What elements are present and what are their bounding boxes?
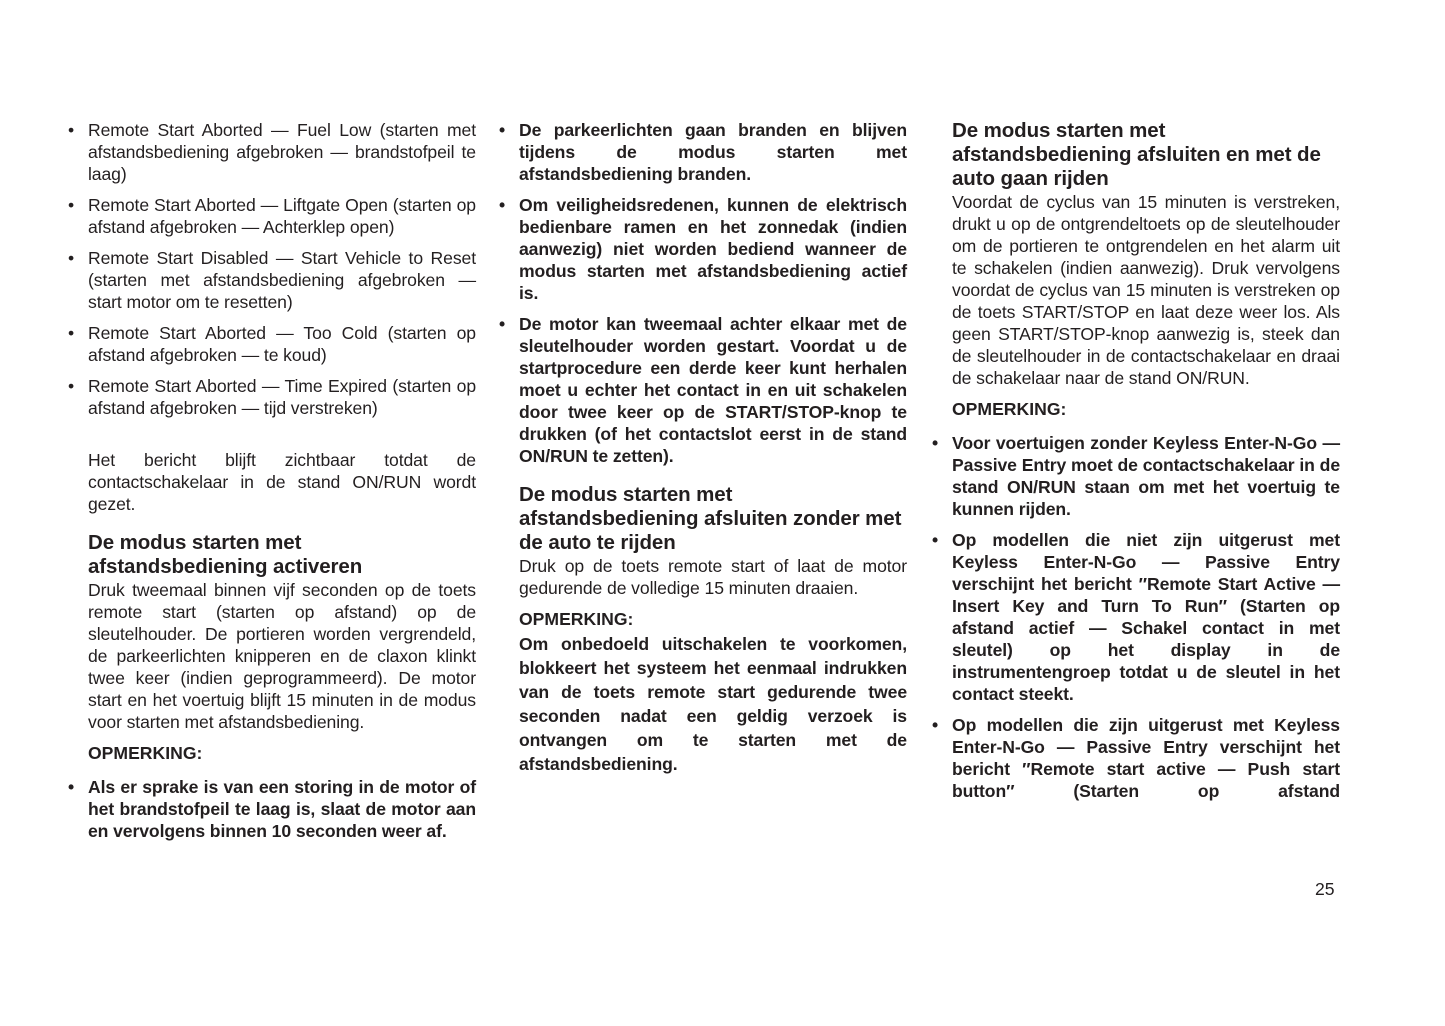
- list-item: • De parkeerlichten gaan branden en blijven tijdens de modus starten met afstandsbediening branden.: [497, 119, 907, 185]
- note-label: OPMERKING:: [519, 609, 634, 629]
- list-item: • Remote Start Aborted — Time Expired (starten op afstand afgebroken — tijd verstreken): [66, 375, 476, 419]
- paragraph: Voordat de cyclus van 15 minuten is verstreken, drukt u op de ontgrendeltoets op de sleutelhouder om de portieren te ontgrendelen en het alarm uit te schakelen (indien aanwezig). Druk vervolgens voordat de cyclus van 15 minuten is verstreken op de toets START/STOP en laat deze weer los. Als geen START/STOP-knop aanwezig is, steek dan de sleutelhouder in de contactschakelaar en draai de schakelaar naar de stand ON/RUN.: [952, 192, 1340, 388]
- page-number: 25: [1315, 879, 1335, 899]
- paragraph: Druk op de toets remote start of laat de motor gedurende de volledige 15 minuten draaien.: [519, 556, 907, 598]
- note-label: OPMERKING:: [952, 399, 1067, 419]
- list-item: • Remote Start Disabled — Start Vehicle to Reset (starten met afstandsbediening afgebroken — start motor om te resetten): [66, 247, 476, 313]
- column-right: [952, 119, 1340, 802]
- message-list: [66, 119, 476, 419]
- list-item: • Remote Start Aborted — Liftgate Open (starten op afstand afgebroken — Achterklep open): [66, 194, 476, 238]
- note-label: OPMERKING:: [88, 743, 203, 763]
- section-heading: De modus starten met afstandsbediening afsluiten en met de auto gaan rijden: [952, 119, 1321, 190]
- list-item: • Op modellen die zijn uitgerust met Keyless Enter-N-Go — Passive Entry verschijnt het bericht ″Remote start active — Push start button″ (Starten op afstand: [930, 714, 1340, 802]
- paragraph: Het bericht blijft zichtbaar totdat de contactschakelaar in de stand ON/RUN wordt gezet.: [88, 450, 476, 514]
- list-item: • De motor kan tweemaal achter elkaar met de sleutelhouder worden gestart. Voordat u de startprocedure een derde keer kunt herhalen moet u echter het contact in en uit schakelen door twee keer op de START/STOP-knop te drukken (of het contactslot eerst in de stand ON/RUN te zetten).: [497, 313, 907, 467]
- list-item: • Voor voertuigen zonder Keyless Enter-N-Go — Passive Entry moet de contactschakelaar in de stand ON/RUN staan om met het voertuig te kunnen rijden.: [930, 432, 1340, 520]
- paragraph: Druk tweemaal binnen vijf seconden op de toets remote start (starten op afstand) op de sleutelhouder. De portieren worden vergrendeld, de parkeerlichten knipperen en de claxon klinkt twee keer (indien geprogrammeerd). De motor start en het voertuig blijft 15 minuten in de modus voor starten met afstandsbediening.: [88, 580, 476, 732]
- info-list: [497, 119, 907, 467]
- list-item: • Op modellen die niet zijn uitgerust met Keyless Enter-N-Go — Passive Entry verschijnt het bericht ″Remote Start Active — Insert Key and Turn To Run″ (Starten op afstand actief — Schakel contact in met sleutel) op het display in de instrumentengroep totdat u de sleutel in het contact steekt.: [930, 529, 1340, 705]
- list-item: • Als er sprake is van een storing in de motor of het brandstofpeil te laag is, slaat de motor aan en vervolgens binnen 10 seconden weer af.: [66, 776, 476, 842]
- section-heading: De modus starten met afstandsbediening afsluiten zonder met de auto te rijden: [519, 483, 902, 554]
- note-text: Om onbedoeld uitschakelen te voorkomen, blokkeert het systeem het eenmaal indrukken van de toets remote start gedurende twee seconden nadat een geldig verzoek is ontvangen om te starten met de afstandsbediening.: [519, 634, 907, 774]
- list-item: • Om veiligheidsredenen, kunnen de elektrisch bedienbare ramen en het zonnedak (indien aanwezig) niet worden bediend wanneer de modus starten met afstandsbediening actief is.: [497, 194, 907, 304]
- list-item: • Remote Start Aborted — Fuel Low (starten met afstandsbediening afgebroken — brandstofpeil te laag): [66, 119, 476, 185]
- section-heading: De modus starten met afstandsbediening activeren: [88, 531, 363, 578]
- note-list: [66, 776, 476, 842]
- column-left: [88, 119, 476, 842]
- column-middle: [519, 119, 907, 776]
- note-list: [930, 432, 1340, 802]
- list-item: • Remote Start Aborted — Too Cold (starten op afstand afgebroken — te koud): [66, 322, 476, 366]
